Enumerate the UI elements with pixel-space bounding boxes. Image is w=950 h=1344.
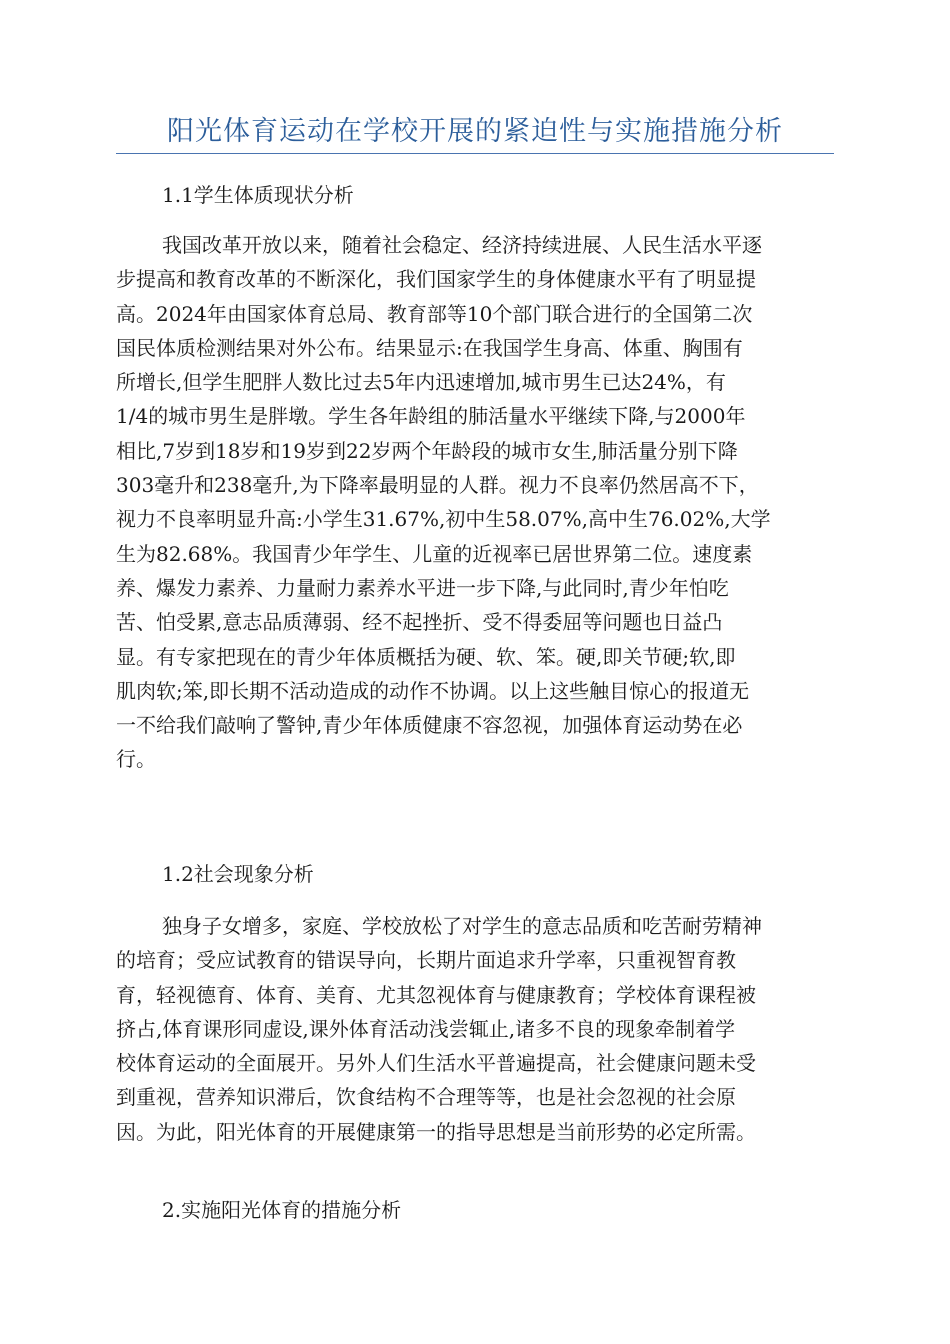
paragraph-line: 肌肉软;笨,即长期不活动造成的动作不协调。以上这些触目惊心的报道无	[116, 678, 750, 703]
paragraph-line: 独身子女增多，家庭、学校放松了对学生的意志品质和吃苦耐劳精神	[162, 914, 762, 938]
section-paragraph-1-2	[116, 909, 834, 1149]
section-heading-1-1: 1.1学生体质现状分析	[162, 183, 354, 207]
paragraph-line: 相比,7岁到18岁和19岁到22岁两个年龄段的城市女生,肺活量分别下降	[116, 438, 738, 463]
paragraph-line: 所增长,但学生肥胖人数比过去5年内迅速增加,城市男生已达24%，有	[116, 370, 726, 395]
paragraph-line: 养、爆发力素养、力量耐力素养水平进一步下降,与此同时,青少年怕吃	[116, 575, 729, 600]
paragraph-line: 一不给我们敲响了警钟,青少年体质健康不容忽视，加强体育运动势在必	[116, 713, 743, 738]
paragraph-line: 校体育运动的全面展开。另外人们生活水平普遍提高，社会健康问题未受	[116, 1051, 756, 1076]
paragraph-line: 国民体质检测结果对外公布。结果显示:在我国学生身高、体重、胸围有	[116, 335, 743, 360]
title-underline	[116, 153, 834, 154]
section-paragraph-1-1	[116, 228, 834, 777]
section-heading-1-2: 1.2社会现象分析	[162, 862, 314, 886]
paragraph-line: 到重视，营养知识滞后，饮食结构不合理等等，也是社会忽视的社会原	[116, 1085, 736, 1110]
paragraph-line: 视力不良率明显升高:小学生31.67%,初中生58.07%,高中生76.02%,大学	[116, 507, 771, 532]
paragraph-line: 步提高和教育改革的不断深化，我们国家学生的身体健康水平有了明显提	[116, 267, 756, 292]
paragraph-line: 苦、怕受累,意志品质薄弱、经不起挫折、受不得委屈等问题也日益凸	[116, 610, 723, 635]
paragraph-line: 挤占,体育课形同虚设,课外体育活动浅尝辄止,诸多不良的现象牵制着学	[116, 1016, 736, 1041]
paragraph-line: 育，轻视德育、体育、美育、尤其忽视体育与健康教育；学校体育课程被	[116, 982, 756, 1007]
paragraph-line: 行。	[116, 747, 156, 772]
paragraph-line: 生为82.68%。我国青少年学生、儿童的近视率已居世界第二位。速度素	[116, 541, 753, 566]
paragraph-line: 的培育；受应试教育的错误导向，长期片面追求升学率，只重视智育教	[116, 948, 736, 973]
paragraph-line: 因。为此，阳光体育的开展健康第一的指导思想是当前形势的必定所需。	[116, 1119, 756, 1144]
section-heading-2: 2.实施阳光体育的措施分析	[162, 1198, 402, 1222]
document-title: 阳光体育运动在学校开展的紧迫性与实施措施分析	[167, 116, 783, 147]
paragraph-line: 高。2024年由国家体育总局、教育部等10个部门联合进行的全国第二次	[116, 301, 753, 326]
paragraph-line: 303毫升和238毫升,为下降率最明显的人群。视力不良率仍然居高不下，	[116, 473, 759, 498]
paragraph-line: 我国改革开放以来，随着社会稳定、经济持续进展、人民生活水平逐	[162, 233, 762, 257]
paragraph-line: 显。有专家把现在的青少年体质概括为硬、软、笨。硬,即关节硬;软,即	[116, 644, 736, 669]
paragraph-line: 1/4的城市男生是胖墩。学生各年龄组的肺活量水平继续下降,与2000年	[116, 404, 746, 429]
